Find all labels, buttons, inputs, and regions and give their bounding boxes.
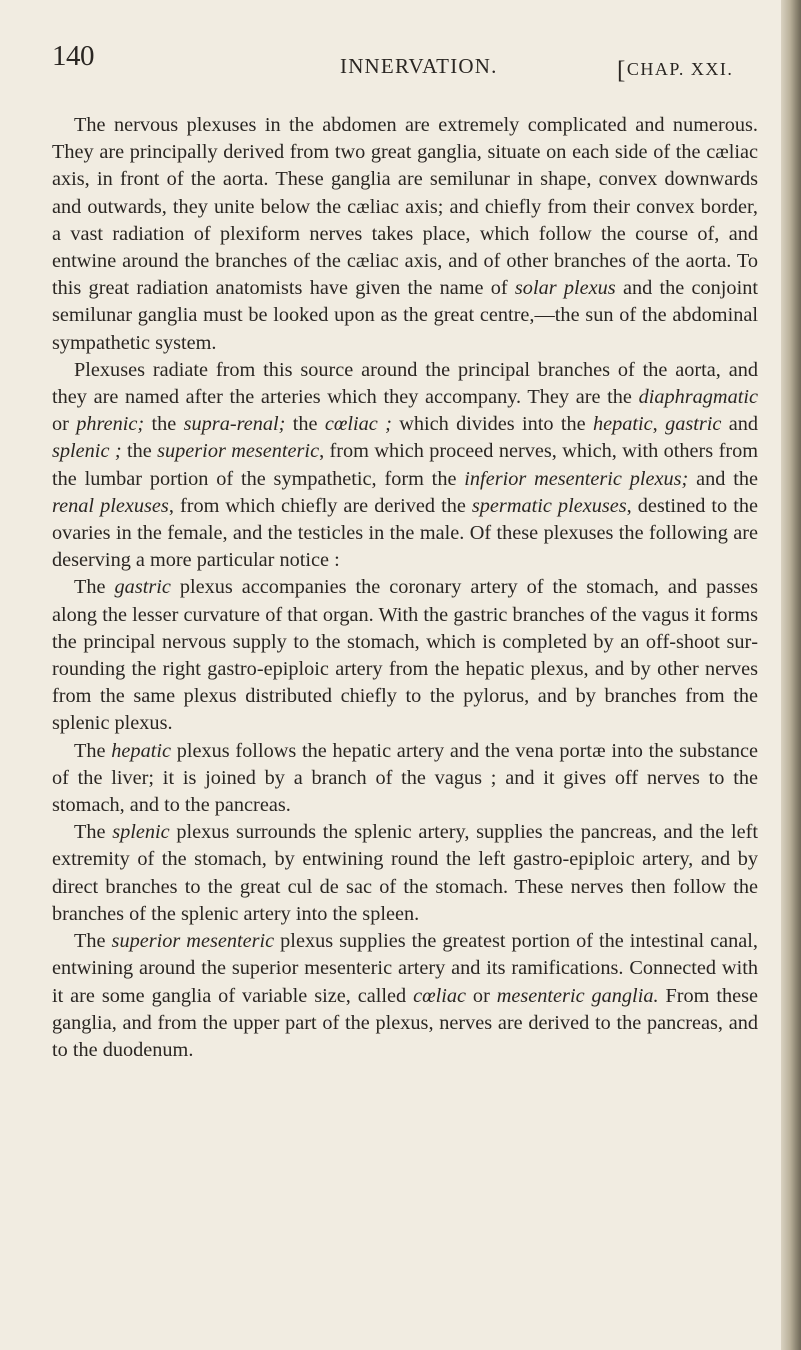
body-text [52,112,758,1064]
italic-term: superior mesenteric [111,930,275,953]
chapter-text: CHAP. XXI. [626,59,734,79]
text-run: plexus supplies the greatest portion of the intestinal canal, entwining around the superior mesenteric artery and its ramifications. Connected with it are some ganglia of variable size, called [52,930,758,1007]
text-run: plexus surrounds the splenic artery, supplies the pancreas, and the left extremity of the stomach, by entwining round the left gastro-epiploic artery, and by direct branches to the great cul de sac of the stomach. These nerves then follow the branches of the splenic artery into the spleen. [52,821,758,925]
italic-term: splenic [112,821,170,844]
text-run: , [652,413,666,436]
italic-term: solar plexus [514,277,616,300]
text-run: and the conjoint semilunar ganglia must be looked upon as the great centre,—the sun of the abdominal sympathetic system. [52,277,758,354]
italic-term: cœliac [413,984,467,1007]
text-run: plexus follows the hepatic artery and the vena portæ into the substance of the liver; it is joined by a branch of the vagus ; and it gives off nerves to the stomach, and to the pancreas. [52,739,758,817]
italic-term: phrenic; [76,413,145,436]
running-head: INNERVATION. [340,54,498,78]
italic-term: mesenteric ganglia. [496,984,659,1007]
text-run: The [74,930,112,953]
page-edge-shadow [781,0,801,1350]
chapter-label [617,54,733,82]
chapter-bracket: [ [617,57,627,84]
text-run: The [74,739,112,762]
text-run: and the [688,467,759,490]
paragraph-superior-mesenteric-plexus [52,928,758,1064]
italic-term: spermatic plexuses [471,494,627,517]
paragraph-plexuses-radiate [52,357,758,575]
italic-term: cœliac ; [324,413,392,436]
book-page [52,40,758,1064]
italic-term: renal plexuses [52,494,169,517]
italic-term: inferior mesenteric plexus; [464,467,689,490]
text-run: plexus accompanies the coronary artery of the stomach, and passes along the lesser curvature of that organ. With the gastric branches of the vagus it forms the principal nervous supply to the stomach, which is completed by an off-shoot surrounding the right gastro-epiploic artery from the hepatic plexus, and by other nerves from the same plexus distributed chiefly to the pylorus, and by branches from the splenic plexus. [52,576,758,735]
italic-term: hepatic [111,739,171,762]
paragraph-hepatic-plexus [52,738,758,820]
italic-term: hepatic [592,413,653,436]
text-run: or [52,413,77,436]
text-run: , from which proceed nerves, which, with others from the lumbar portion of the sympathetic, form the [52,440,758,490]
text-run: or [466,984,497,1007]
text-run: , destined to the ovaries in the female, and the testicles in the male. Of these plexuses the following are deserving a more particular notice : [52,494,758,572]
text-run: the [144,413,184,436]
text-run: From these ganglia, and from the upper part of the plexus, nerves are derived to the pancreas, and to the duodenum. [52,984,758,1061]
paragraph-solar-plexus [52,112,758,357]
text-run: The [74,821,113,844]
italic-term: gastric [665,413,722,436]
page-header [52,40,758,82]
text-run: , from which chiefly are derived the [168,494,472,517]
paragraph-splenic-plexus [52,819,758,928]
page-number: 140 [52,40,94,72]
italic-term: gastric [114,576,171,599]
paragraph-gastric-plexus [52,574,758,737]
text-run: The [74,576,115,599]
italic-term: supra-renal; [183,413,286,436]
text-run: The nervous plexuses in the abdomen are extremely complicated and numerous. They are principally derived from two great ganglia, situate on each side of the cæliac axis, in front of the aorta. These ganglia are semilunar in shape, convex downwards and outwards, they unite below the cæliac axis; and chiefly from their convex border, a vast radiation of plexiform nerves takes place, which follow the course of, and entwine around the branches of the cæliac axis, and of other branches of the aorta. To this great radiation anatomists have given the name of [52,114,758,300]
text-run: the [121,440,158,463]
text-run: Plexuses radiate from this source around the principal branches of the aorta, and they are named after the arteries which they accompany. They are the [52,358,758,409]
italic-term: superior mesenteric [157,440,320,463]
italic-term: splenic ; [52,440,122,463]
text-run: and [721,413,759,436]
italic-term: diaphragmatic [638,386,758,409]
text-run: which divides into the [391,413,593,436]
text-run: the [285,413,325,436]
